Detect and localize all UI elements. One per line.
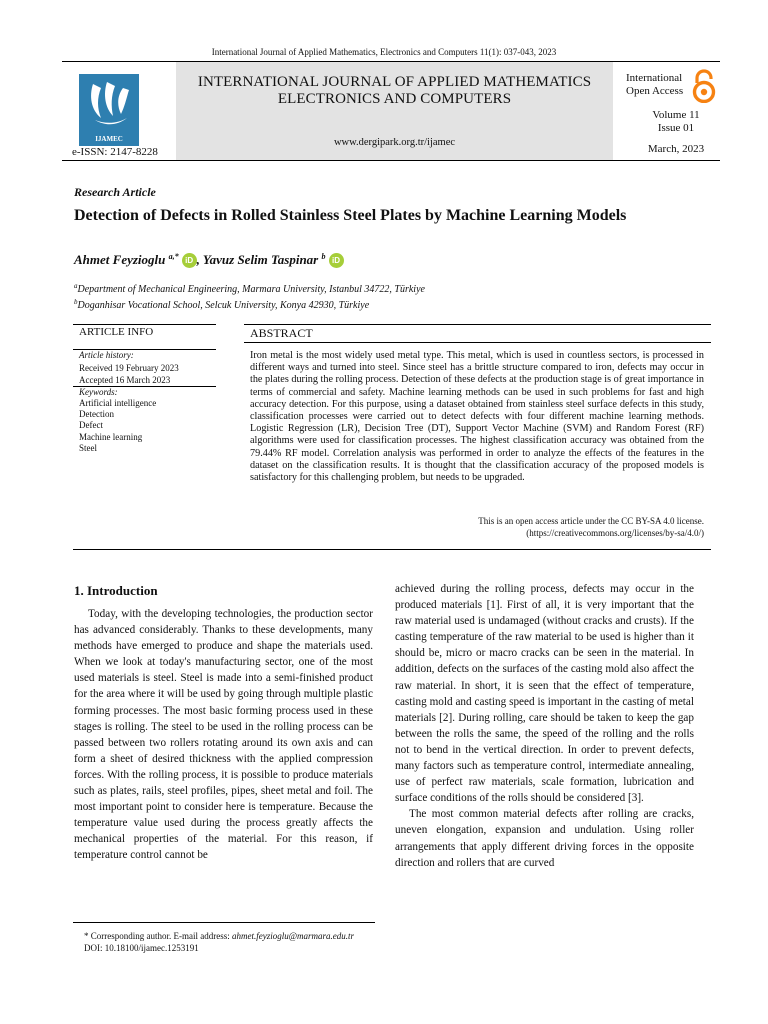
section-heading-introduction: 1. Introduction <box>74 583 158 598</box>
abstract-bottom-rule <box>73 549 711 550</box>
journal-citation: International Journal of Applied Mathematics, Electronics and Computers 11(1): 037-043, 2023 <box>211 47 557 57</box>
article-type: Research Article <box>74 185 156 199</box>
header-bottom-rule <box>62 160 720 161</box>
journal-url[interactable]: www.dergipark.org.tr/ijamec <box>333 137 456 148</box>
abstract-heading: ABSTRACT <box>250 326 313 340</box>
footnote-rule <box>73 922 375 923</box>
article-title: Detection of Defects in Rolled Stainless Steel Plates by Machine Learning Models <box>74 207 627 224</box>
logo-label: IJAMEC <box>95 135 123 143</box>
abstract-rule <box>244 324 711 325</box>
author-email[interactable]: ahmet.feyzioglu@marmara.edu.tr <box>231 931 355 941</box>
paragraph: The most common material defects after rolling are cracks, uneven elongation, expansion and undulation. Using roller arrangements that apply different driving forces in the opposite direction and rollers that are curved <box>395 808 694 869</box>
journal-title-line2: ELECTRONICS AND COMPUTERS <box>277 91 512 107</box>
received-date: Received 19 February 2023 <box>79 363 179 373</box>
journal-title <box>176 74 613 108</box>
affiliation-a: $^a$Department of Mechanical Engineering, Marmara University, Istanbul 34722, Türkiye <box>74 282 425 295</box>
orcid-icon[interactable]: iD <box>182 253 197 268</box>
open-access-lock-icon <box>692 69 716 103</box>
keyword-item: Artificial intelligence <box>79 398 157 408</box>
journal-logo <box>79 74 139 146</box>
license-link[interactable]: (https://creativecommons.org/licenses/by-sa/4.0/) <box>526 528 704 538</box>
paragraph: Today, with the developing technologies, the production sector has advanced considerably. Thanks to these developments, many methods have emerged to produce and shape the materials used. When we look at today's manufacturing sector, one of the most used materials is steel. Steel is made into a semi-finished product for the area where it will be used by going through multiple plastic forming processes. The most basic forming process used in these stages is rolling. The steel to be used in the rolling process can be passed between two rollers rotating around its own axis and can form a sheet of desired thickness with the applied compression forces. With the rolling process, it is possible to produce materials such as plates, rails, steel profiles, pipes, sheet metal and foil. The most important point to consider here is temperature. Because the temperature value used during the process greatly affects the mechanical properties of the material. For this reason, if temperature control cannot be <box>74 608 373 862</box>
keyword-item: Machine learning <box>79 432 143 442</box>
corresponding-author: * Corresponding author. E-mail address: ahmet.feyzioglu@marmara.edu.tr <box>84 931 355 941</box>
article-info-heading: ARTICLE INFO <box>79 326 154 338</box>
keyword-item: Defect <box>79 420 103 430</box>
doi[interactable]: DOI: 10.18100/ijamec.1253191 <box>84 943 199 953</box>
orcid-icon[interactable]: iD <box>329 253 344 268</box>
paragraph: achieved during the rolling process, defects may occur in the produced materials [1]. First of all, it is very important that the raw material used is undamaged (without cracks and crusts). If the casting temperature of the raw material to be used is higher than it should be, micro or macro cracks can be seen in the material. In addition, defects on the surfaces of the casting mold also affect the raw material. In short, it is seen that the effect of temperature, casting mold and casting speed is important in the casting of metal materials [2]. During rolling, care should be taken to keep the gap between the rolls the same, the speed of the rolling and the rolls not to bend in the vertical direction. In order to prevent defects, many factors such as temperature control, intermediate annealing, use of perfect raw materials, scale formation, lubrication and surface conditions of the rolls should be considered [3]. <box>395 583 694 805</box>
author-list: Ahmet Feyzioglu $^{a,*}$ iD , Yavuz Selim Taspinar $^b$ iD <box>74 252 344 268</box>
open-access-line2: Open Access <box>626 85 684 97</box>
author-1: Ahmet Feyzioglu <box>74 252 166 267</box>
volume-issue <box>626 109 726 135</box>
history-label: Article history: <box>79 350 134 360</box>
license-note <box>250 515 704 539</box>
open-access-label <box>626 72 683 98</box>
author-2: Yavuz Selim Taspinar <box>202 252 319 267</box>
open-access-line1: International <box>626 72 683 84</box>
volume: Volume 11 <box>652 109 700 121</box>
license-line: This is an open access article under the CC BY-SA 4.0 license. <box>478 516 704 526</box>
affiliation-b: $^b$Doganhisar Vocational School, Selcuk University, Konya 42930, Türkiye <box>74 298 370 311</box>
issue-date: March, 2023 <box>647 143 705 155</box>
logo-bird-icon <box>79 74 139 134</box>
keyword-item: Detection <box>79 409 114 419</box>
journal-title-line1: INTERNATIONAL JOURNAL OF APPLIED MATHEMATICS <box>197 74 592 90</box>
affiliations <box>74 280 425 312</box>
body-column-right <box>395 581 694 871</box>
abstract-heading-rule <box>244 342 711 343</box>
eissn: e-ISSN: 2147-8228 <box>72 146 158 158</box>
abstract-text: Iron metal is the most widely used metal type. This metal, which is used in countless sectors, is processed in different ways and turned into steel. Since steel has a brittle structure compared to iron, defects may occur in the plates during the rolling process. Detection of these defects at the production stage is of great importance in terms of commercial and safety. Machine learning methods can be used in such problems for fast and high accuracy detection. For this purpose, using a dataset obtained from stainless steel surface defects in this study, classification processes were carried out to detect defects with four different machine learning methods. Logistic Regression (LR), Decision Tree (DT), Support Vector Machine (SVM) and Random Forest (RF) algorithms were used for classification processes. The highest classification accuracy was obtained from the 79.44% RF model. Correlation analysis was performed in order to analyze the effects of the features in the dataset on the classification results. It is thought that the classification accuracy of the proposed models is satisfactory for this challenging problem, but needs to be upgraded. <box>250 350 704 484</box>
accepted-date: Accepted 16 March 2023 <box>79 375 171 385</box>
issue: Issue 01 <box>657 122 695 134</box>
author-1-sup: a,* <box>168 252 179 261</box>
body-column-left <box>74 606 373 864</box>
keyword-item: Steel <box>79 443 97 453</box>
author-2-sup: b <box>321 252 326 261</box>
article-info-rule <box>73 324 216 325</box>
keywords-label: Keywords: <box>79 387 118 397</box>
